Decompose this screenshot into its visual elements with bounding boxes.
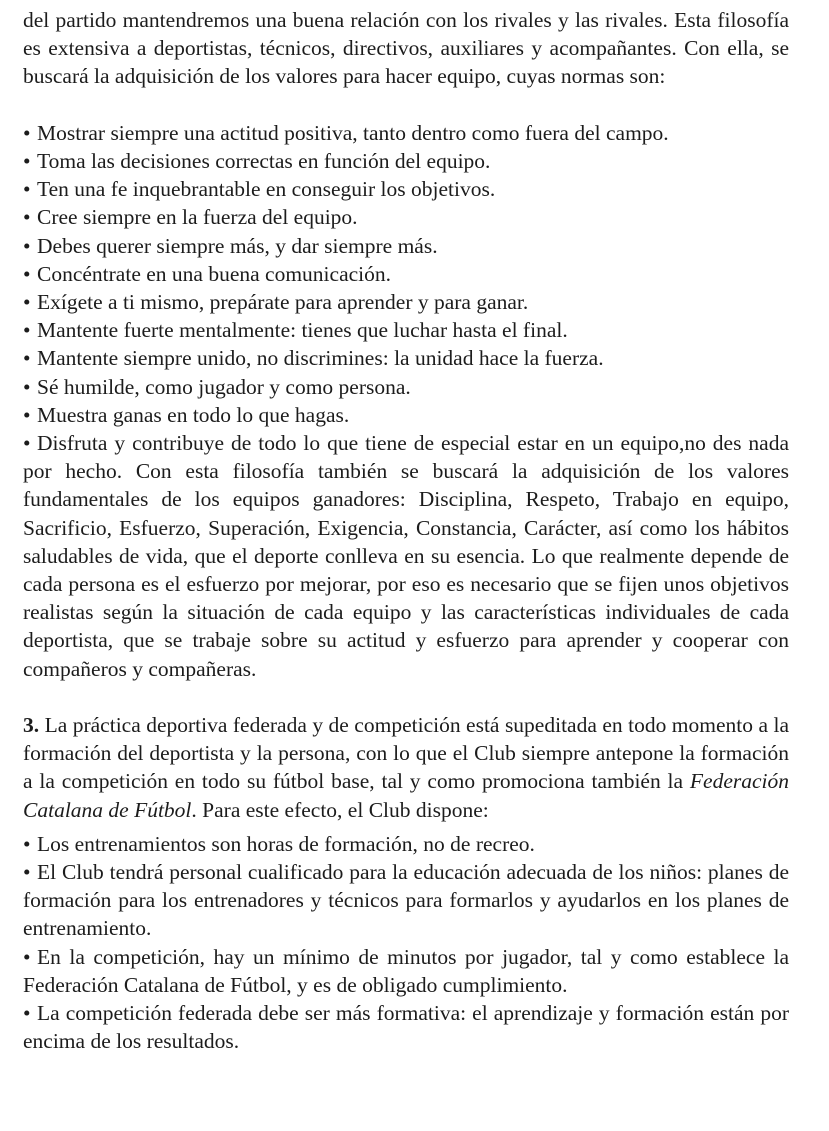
provision-item: • En la competición, hay un mínimo de minutos por jugador, tal y como establece la Federación Catalana de Fútbol, y es de obligado cumplimiento. bbox=[23, 943, 789, 999]
paragraph-spacer bbox=[23, 91, 789, 119]
norm-item: • Cree siempre en la fuerza del equipo. bbox=[23, 203, 789, 231]
norm-item: • Disfruta y contribuye de todo lo que tiene de especial estar en un equipo,no des nada por hecho. Con esta filosofía también se buscará la adquisición de los valores fundamentales de los equipos ganadores: Disciplina, Respeto, Trabajo en equipo, Sacrificio, Esfuerzo, Superación, Exigencia, Constancia, Carácter, así como los hábitos saludables de vida, que el deporte conlleva en su esencia. Lo que realmente depende de cada persona es el esfuerzo por mejorar, por eso es necesario que se fijen unos objetivos realistas según la situación de cada equipo y las características individuales de cada deportista, que se trabaje sobre su actitud y esfuerzo para aprender y cooperar con compañeros y compañeras. bbox=[23, 429, 789, 683]
section-3-paragraph bbox=[23, 711, 789, 824]
norm-item: • Concéntrate en una buena comunicación. bbox=[23, 260, 789, 288]
provision-item: • La competición federada debe ser más formativa: el aprendizaje y formación están por encima de los resultados. bbox=[23, 999, 789, 1055]
provision-item: • Los entrenamientos son horas de formación, no de recreo. bbox=[23, 830, 789, 858]
norm-item: • Sé humilde, como jugador y como persona. bbox=[23, 373, 789, 401]
norm-item: • Mantente siempre unido, no discrimines: la unidad hace la fuerza. bbox=[23, 344, 789, 372]
team-norms-list bbox=[23, 119, 789, 683]
section-3-text: La práctica deportiva federada y de competición está supeditada en todo momento a la formación del deportista y la persona, con lo que el Club siempre antepone la formación a la competición en todo su fútbol base, tal y como promociona también la bbox=[23, 713, 789, 794]
norm-item: • Toma las decisiones correctas en función del equipo. bbox=[23, 147, 789, 175]
section-number: 3. bbox=[23, 713, 40, 738]
norm-item: • Mantente fuerte mentalmente: tienes que luchar hasta el final. bbox=[23, 316, 789, 344]
norm-item: • Mostrar siempre una actitud positiva, tanto dentro como fuera del campo. bbox=[23, 119, 789, 147]
norm-item: • Muestra ganas en todo lo que hagas. bbox=[23, 401, 789, 429]
club-provisions-list bbox=[23, 830, 789, 1056]
provision-item: • El Club tendrá personal cualificado para la educación adecuada de los niños: planes de formación para los entrenadores y técnicos para formarlos y ayudarlos en los planes de entrenamiento. bbox=[23, 858, 789, 943]
norm-item: • Ten una fe inquebrantable en conseguir los objetivos. bbox=[23, 175, 789, 203]
paragraph-spacer bbox=[23, 683, 789, 711]
section-3-text-end: . Para este efecto, el Club dispone: bbox=[191, 797, 489, 822]
norm-item: • Debes querer siempre más, y dar siempre más. bbox=[23, 232, 789, 260]
federation-name-italic: Federación Catalana de Fútbol bbox=[23, 769, 789, 822]
norm-item: • Exígete a ti mismo, prepárate para aprender y para ganar. bbox=[23, 288, 789, 316]
intro-paragraph: del partido mantendremos una buena relación con los rivales y las rivales. Esta filosofía es extensiva a deportistas, técnicos, directivos, auxiliares y acompañantes. Con ella, se buscará la adquisición de los valores para hacer equipo, cuyas normas son: bbox=[23, 8, 789, 89]
